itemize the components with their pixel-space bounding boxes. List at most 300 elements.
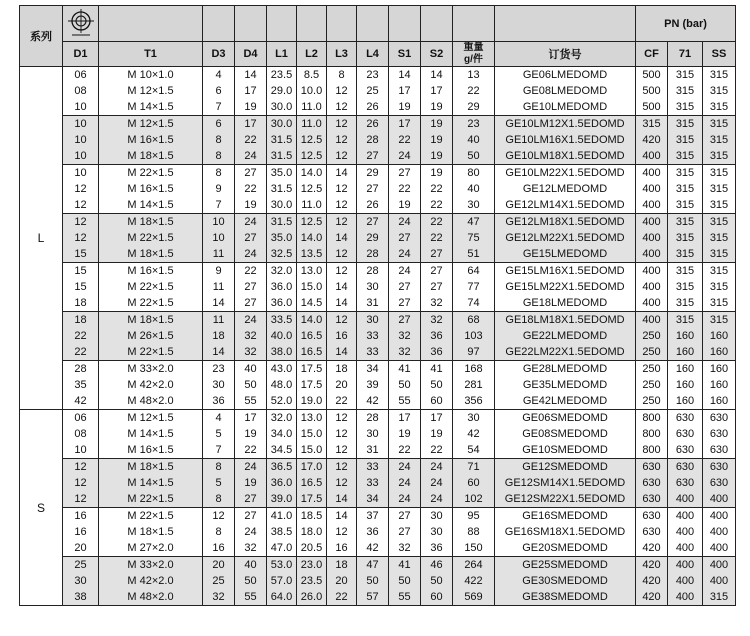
cell-pn-71: 400 [668,524,703,540]
table-body [20,67,736,606]
cell-l4: 33 [357,328,389,344]
cell-l1: 64.0 [267,589,297,606]
cell-l4: 34 [357,491,389,508]
cell-d1: 08 [63,426,99,442]
cell-l4: 42 [357,540,389,557]
cell-t1: M 14×1.5 [99,99,203,116]
cell-weight: 95 [453,508,495,525]
col-d4: D4 [235,42,267,67]
cell-weight: 150 [453,540,495,557]
cell-order-no: GE10LM16X1.5EDOMD [495,132,636,148]
table-row [20,459,736,476]
cell-t1: M 16×1.5 [99,263,203,280]
cell-d4: 24 [235,524,267,540]
cell-d3: 8 [203,524,235,540]
cell-pn-71: 315 [668,197,703,214]
cell-pn-cf: 630 [636,524,668,540]
cell-weight: 13 [453,67,495,84]
cell-pn-71: 315 [668,67,703,84]
cell-s1: 32 [389,344,421,361]
cell-l2: 17.5 [297,361,327,378]
cell-l2: 14.0 [297,165,327,182]
cell-pn-71: 315 [668,230,703,246]
cell-pn-cf: 400 [636,230,668,246]
cell-s1: 22 [389,442,421,459]
cell-d4: 19 [235,99,267,116]
cell-s1: 32 [389,540,421,557]
cell-weight: 42 [453,426,495,442]
cell-d1: 12 [63,214,99,231]
cell-l2: 23.0 [297,557,327,574]
cell-d3: 18 [203,328,235,344]
cell-d1: 06 [63,410,99,427]
cell-l3: 18 [327,557,357,574]
cell-pn-71: 630 [668,475,703,491]
cell-l1: 30.0 [267,116,297,133]
cell-s1: 17 [389,83,421,99]
cell-s2: 36 [421,344,453,361]
cell-pn-cf: 420 [636,132,668,148]
cell-pn-71: 630 [668,426,703,442]
cell-s1: 19 [389,99,421,116]
cell-l2: 15.0 [297,279,327,295]
cell-d1: 42 [63,393,99,410]
cell-pn-cf: 400 [636,279,668,295]
cell-l2: 15.0 [297,426,327,442]
cell-pn-cf: 315 [636,116,668,133]
table-row [20,181,736,197]
cell-d3: 4 [203,67,235,84]
table-row [20,263,736,280]
cell-l1: 23.5 [267,67,297,84]
cell-pn-cf: 250 [636,393,668,410]
cell-l3: 12 [327,442,357,459]
cell-d1: 38 [63,589,99,606]
cell-s1: 24 [389,475,421,491]
cell-pn-cf: 630 [636,491,668,508]
cell-pn-ss: 315 [703,116,736,133]
cell-pn-ss: 400 [703,573,736,589]
cell-s2: 46 [421,557,453,574]
cell-d1: 22 [63,328,99,344]
cell-weight: 75 [453,230,495,246]
table-row [20,426,736,442]
cell-order-no: GE12LMEDOMD [495,181,636,197]
col-s1: S1 [389,42,421,67]
table-row [20,132,736,148]
cell-pn-ss: 315 [703,279,736,295]
table-row [20,67,736,84]
cell-t1: M 10×1.0 [99,67,203,84]
cell-l2: 14.0 [297,230,327,246]
cell-pn-71: 315 [668,132,703,148]
cell-d4: 22 [235,181,267,197]
cell-l2: 12.5 [297,148,327,165]
cell-weight: 68 [453,312,495,329]
cell-s1: 17 [389,410,421,427]
cell-l1: 34.0 [267,426,297,442]
cell-s1: 27 [389,295,421,312]
cell-d3: 30 [203,377,235,393]
cell-order-no: GE08LMEDOMD [495,83,636,99]
cell-l2: 14.0 [297,312,327,329]
cell-weight: 60 [453,475,495,491]
cell-weight: 30 [453,410,495,427]
cell-pn-cf: 420 [636,540,668,557]
cell-pn-cf: 630 [636,459,668,476]
cell-t1: M 18×1.5 [99,312,203,329]
cell-s2: 36 [421,540,453,557]
cell-weight: 40 [453,132,495,148]
cell-t1: M 27×2.0 [99,540,203,557]
cell-d3: 7 [203,442,235,459]
cell-l1: 32.0 [267,263,297,280]
cell-l1: 36.0 [267,295,297,312]
cell-l4: 26 [357,99,389,116]
cell-l2: 13.5 [297,246,327,263]
cell-order-no: GE06SMEDOMD [495,410,636,427]
cell-s2: 50 [421,573,453,589]
cell-order-no: GE22LM22X1.5EDOMD [495,344,636,361]
cell-l1: 53.0 [267,557,297,574]
cell-t1: M 33×2.0 [99,361,203,378]
cell-l4: 37 [357,508,389,525]
table-row [20,475,736,491]
cell-weight: 47 [453,214,495,231]
cell-l2: 14.5 [297,295,327,312]
cell-s1: 24 [389,246,421,263]
cell-pn-ss: 315 [703,99,736,116]
cell-pn-cf: 500 [636,99,668,116]
cell-d4: 22 [235,132,267,148]
table-row [20,540,736,557]
cell-s1: 32 [389,328,421,344]
cell-d3: 36 [203,393,235,410]
cell-pn-71: 400 [668,573,703,589]
cell-weight: 102 [453,491,495,508]
cell-d3: 5 [203,475,235,491]
cell-s2: 27 [421,246,453,263]
cell-order-no: GE06LMEDOMD [495,67,636,84]
cell-l1: 41.0 [267,508,297,525]
cell-order-no: GE18LM18X1.5EDOMD [495,312,636,329]
cell-s1: 19 [389,197,421,214]
cell-pn-71: 315 [668,83,703,99]
cell-l2: 11.0 [297,99,327,116]
cell-s1: 24 [389,263,421,280]
cell-pn-ss: 630 [703,426,736,442]
cell-t1: M 14×1.5 [99,426,203,442]
cell-order-no: GE08SMEDOMD [495,426,636,442]
cell-order-no: GE10LM22X1.5EDOMD [495,165,636,182]
cell-d3: 9 [203,181,235,197]
col-l3: L3 [327,42,357,67]
cell-order-no: GE12SM14X1.5EDOMD [495,475,636,491]
cell-d4: 32 [235,328,267,344]
cell-pn-71: 160 [668,328,703,344]
cell-s2: 22 [421,181,453,197]
cell-d1: 22 [63,344,99,361]
cell-l1: 35.0 [267,165,297,182]
col-pn-71: 71 [668,42,703,67]
col-l4: L4 [357,42,389,67]
cell-l1: 31.5 [267,181,297,197]
cell-s2: 22 [421,442,453,459]
cell-l4: 27 [357,181,389,197]
cell-s2: 19 [421,148,453,165]
cell-t1: M 12×1.5 [99,116,203,133]
cell-weight: 168 [453,361,495,378]
cell-weight: 264 [453,557,495,574]
series-header: 系列 [20,6,63,67]
cell-s1: 50 [389,573,421,589]
cell-t1: M 48×2.0 [99,589,203,606]
cell-pn-71: 400 [668,557,703,574]
cell-d3: 7 [203,99,235,116]
cell-t1: M 12×1.5 [99,83,203,99]
cell-l2: 16.5 [297,475,327,491]
cell-weight: 281 [453,377,495,393]
cell-s2: 22 [421,197,453,214]
cell-s2: 19 [421,99,453,116]
cell-d3: 7 [203,197,235,214]
table-row [20,99,736,116]
cell-d4: 27 [235,508,267,525]
cell-l2: 17.5 [297,491,327,508]
cell-order-no: GE16SMEDOMD [495,508,636,525]
cell-d1: 16 [63,524,99,540]
cell-s2: 19 [421,116,453,133]
cell-l3: 12 [327,524,357,540]
cell-d1: 10 [63,116,99,133]
cell-d1: 28 [63,361,99,378]
cell-d3: 8 [203,148,235,165]
cell-t1: M 14×1.5 [99,475,203,491]
cell-s1: 27 [389,524,421,540]
cell-pn-ss: 160 [703,377,736,393]
cell-pn-cf: 800 [636,426,668,442]
cell-l3: 12 [327,214,357,231]
col-pn-cf: CF [636,42,668,67]
cell-order-no: GE15LMEDOMD [495,246,636,263]
cell-pn-cf: 250 [636,361,668,378]
cell-l3: 12 [327,263,357,280]
cell-l3: 8 [327,67,357,84]
cell-d3: 12 [203,508,235,525]
cell-s1: 24 [389,214,421,231]
cell-weight: 51 [453,246,495,263]
table-row [20,214,736,231]
cell-t1: M 12×1.5 [99,410,203,427]
cell-pn-71: 315 [668,181,703,197]
cell-pn-ss: 315 [703,132,736,148]
cell-s1: 17 [389,116,421,133]
cell-l4: 47 [357,557,389,574]
cell-l4: 27 [357,214,389,231]
cell-l4: 33 [357,344,389,361]
cell-d4: 17 [235,83,267,99]
cell-d4: 24 [235,312,267,329]
cell-d1: 10 [63,442,99,459]
col-t1: T1 [99,42,203,67]
col-s2: S2 [421,42,453,67]
cell-pn-ss: 400 [703,557,736,574]
table-row [20,230,736,246]
cell-d1: 15 [63,246,99,263]
cell-l3: 14 [327,491,357,508]
cell-pn-ss: 160 [703,344,736,361]
table-row [20,410,736,427]
cell-s2: 30 [421,508,453,525]
cell-t1: M 22×1.5 [99,230,203,246]
cell-l3: 14 [327,344,357,361]
cell-l3: 14 [327,230,357,246]
cell-l1: 47.0 [267,540,297,557]
cell-d3: 8 [203,459,235,476]
cell-d1: 10 [63,148,99,165]
table-row [20,557,736,574]
col-l2: L2 [297,42,327,67]
cell-order-no: GE15LM22X1.5EDOMD [495,279,636,295]
cell-weight: 29 [453,99,495,116]
cell-t1: M 42×2.0 [99,573,203,589]
cell-l2: 16.5 [297,344,327,361]
cell-l4: 25 [357,83,389,99]
cell-l1: 31.5 [267,148,297,165]
cell-l4: 39 [357,377,389,393]
cell-l1: 48.0 [267,377,297,393]
cell-s1: 27 [389,508,421,525]
cell-s2: 50 [421,377,453,393]
col-pn-ss: SS [703,42,736,67]
cell-pn-ss: 315 [703,148,736,165]
cell-order-no: GE12SM22X1.5EDOMD [495,491,636,508]
cell-t1: M 22×1.5 [99,508,203,525]
cell-order-no: GE38SMEDOMD [495,589,636,606]
cell-pn-cf: 400 [636,295,668,312]
cell-d4: 55 [235,589,267,606]
cell-d1: 12 [63,230,99,246]
cell-pn-ss: 630 [703,475,736,491]
cell-t1: M 18×1.5 [99,459,203,476]
cell-l2: 20.5 [297,540,327,557]
cell-d4: 40 [235,361,267,378]
table-row [20,83,736,99]
cell-pn-ss: 315 [703,83,736,99]
cell-pn-ss: 315 [703,214,736,231]
cell-weight: 74 [453,295,495,312]
cell-l1: 39.0 [267,491,297,508]
cell-l3: 12 [327,99,357,116]
cell-pn-71: 315 [668,165,703,182]
cell-t1: M 22×1.5 [99,279,203,295]
cell-pn-cf: 630 [636,508,668,525]
cell-t1: M 42×2.0 [99,377,203,393]
cell-d1: 30 [63,573,99,589]
cell-s2: 24 [421,491,453,508]
cell-l1: 40.0 [267,328,297,344]
cell-l4: 23 [357,67,389,84]
cell-d3: 11 [203,312,235,329]
cell-pn-cf: 250 [636,344,668,361]
cell-t1: M 16×1.5 [99,442,203,459]
cell-pn-cf: 420 [636,573,668,589]
cell-pn-ss: 400 [703,508,736,525]
cell-order-no: GE10LMEDOMD [495,99,636,116]
cell-l1: 33.5 [267,312,297,329]
cell-s2: 17 [421,83,453,99]
cell-pn-71: 160 [668,377,703,393]
cell-pn-cf: 500 [636,83,668,99]
cell-pn-71: 160 [668,344,703,361]
cell-l1: 57.0 [267,573,297,589]
cell-d1: 12 [63,197,99,214]
cell-s2: 27 [421,263,453,280]
cell-order-no: GE10LM12X1.5EDOMD [495,116,636,133]
cell-l4: 34 [357,361,389,378]
cell-d4: 22 [235,263,267,280]
cell-d1: 18 [63,312,99,329]
cell-d4: 19 [235,475,267,491]
cell-d3: 14 [203,295,235,312]
cell-l4: 33 [357,459,389,476]
cell-s1: 22 [389,132,421,148]
cell-t1: M 22×1.5 [99,344,203,361]
cell-weight: 23 [453,116,495,133]
cell-order-no: GE22LMEDOMD [495,328,636,344]
cell-l3: 12 [327,83,357,99]
cell-weight: 30 [453,197,495,214]
cell-d4: 17 [235,116,267,133]
cell-d3: 11 [203,246,235,263]
cell-pn-cf: 420 [636,557,668,574]
cell-order-no: GE25SMEDOMD [495,557,636,574]
cell-pn-71: 630 [668,410,703,427]
cell-pn-ss: 315 [703,67,736,84]
cell-l3: 12 [327,312,357,329]
cell-d3: 8 [203,132,235,148]
cell-s1: 55 [389,589,421,606]
series-label: L [20,67,63,410]
col-weight-line1: 重量 [463,42,484,53]
cell-d1: 12 [63,475,99,491]
cell-pn-cf: 400 [636,214,668,231]
cell-pn-71: 315 [668,263,703,280]
cell-d3: 25 [203,573,235,589]
cell-pn-cf: 250 [636,328,668,344]
cell-d3: 6 [203,83,235,99]
cell-l1: 36.0 [267,279,297,295]
cell-s1: 27 [389,230,421,246]
cell-pn-ss: 315 [703,312,736,329]
cell-d1: 18 [63,295,99,312]
cell-order-no: GE42LMEDOMD [495,393,636,410]
cell-l2: 12.5 [297,132,327,148]
cell-s2: 60 [421,393,453,410]
cell-pn-71: 315 [668,214,703,231]
cell-s2: 14 [421,67,453,84]
fitting-symbol-icon [63,6,99,42]
cell-l4: 26 [357,116,389,133]
cell-s1: 22 [389,181,421,197]
cell-d4: 27 [235,230,267,246]
cell-pn-71: 315 [668,116,703,133]
cell-d4: 24 [235,246,267,263]
cell-weight: 88 [453,524,495,540]
cell-l2: 11.0 [297,197,327,214]
col-d3: D3 [203,42,235,67]
table-row [20,589,736,606]
